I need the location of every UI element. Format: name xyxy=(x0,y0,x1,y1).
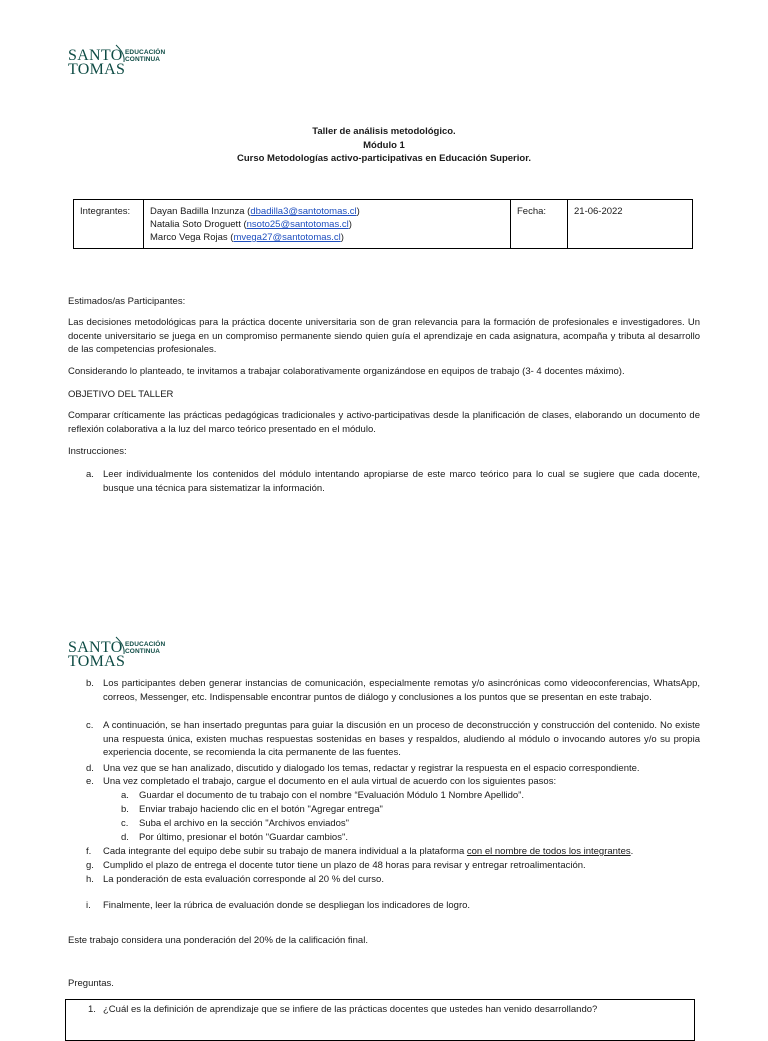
title-line-2: Módulo 1 xyxy=(363,139,405,151)
instruction-item-a xyxy=(86,468,700,495)
date-label: Fecha: xyxy=(511,200,568,249)
upload-step-d xyxy=(121,831,699,845)
date-value: 21-06-2022 xyxy=(568,200,693,249)
list-marker: f. xyxy=(86,846,92,857)
list-marker: c. xyxy=(86,720,94,731)
step-text: Por último, presionar el botón "Guardar cambios". xyxy=(139,832,348,843)
logo-tag-educacion: EDUCACIÓN xyxy=(125,641,166,648)
logo-tag-educacion: EDUCACIÓN xyxy=(125,49,166,56)
instruction-text: La ponderación de esta evaluación corresponde al 20 % del curso. xyxy=(103,874,384,885)
logo-tag-continua: CONTINUA xyxy=(125,648,161,655)
instruction-item-e xyxy=(86,775,700,789)
step-text: Enviar trabajo haciendo clic en el botón "Agregar entrega" xyxy=(139,804,383,815)
list-marker: a. xyxy=(121,790,129,801)
title-line-1: Taller de análisis metodológico. xyxy=(312,126,456,137)
instruction-text: Leer individualmente los contenidos del módulo intentando apropiarse de este marco teórico para lo cual se sugiere que cada docente, busque una técnica para sistematizar la información. xyxy=(103,469,700,494)
list-marker: d. xyxy=(86,763,94,774)
instruction-item-c xyxy=(86,719,700,760)
document-title xyxy=(0,125,768,166)
member-row: Natalia Soto Droguett (nsoto25@santotomas.cl) xyxy=(150,219,352,230)
step-text: Suba el archivo en la sección "Archivos enviados" xyxy=(139,818,350,829)
list-marker: c. xyxy=(121,818,129,829)
upload-step-c xyxy=(121,817,699,831)
title-line-3: Curso Metodologías activo-participativas en Educación Superior. xyxy=(236,153,532,164)
logo-text-santo: SANTO xyxy=(68,639,123,656)
instruction-text: Los participantes deben generar instancias de comunicación, especialmente remotas y/o asincrónicas como videoconferencias, WhatsApp, correos, Messenger, etc. Indispensable encontrar puntos de diálogo y conclusiones a los puntos que se presentan en este trabajo. xyxy=(103,678,700,703)
question-text: ¿Cuál es la definición de aprendizaje que se infiere de las prácticas docentes que ustedes han venido desarrollando? xyxy=(103,1004,598,1015)
upload-step-a xyxy=(121,789,699,803)
instruction-text: A continuación, se han insertado preguntas para guiar la discusión en un proceso de deconstrucción y construcción del contenido. No existe una respuesta única, existen muchas respuestas sostenidas en bases y respaldos, aludiendo al módulo o invocando autores y/o su propia experiencia docente, se recomienda la cita permanente de las fuentes. xyxy=(103,720,700,758)
instruction-text: Cumplido el plazo de entrega el docente tutor tiene un plazo de 48 horas para revisar y entregar retroalimentación. xyxy=(103,860,586,871)
instructions-heading: Instrucciones: xyxy=(68,446,127,457)
members-cell xyxy=(144,200,511,249)
institution-logo-page2 xyxy=(68,640,178,676)
instruction-item-i xyxy=(86,899,700,913)
list-marker: g. xyxy=(86,860,94,871)
instruction-text: Finalmente, leer la rúbrica de evaluación donde se despliegan los indicadores de logro. xyxy=(103,900,471,911)
member-row: Marco Vega Rojas (mvega27@santotomas.cl) xyxy=(150,232,344,243)
instruction-item-f: f. Cada integrante del equipo debe subir su trabajo de manera individual a la plataforma con el nombre de todos los integrantes. xyxy=(86,846,634,857)
instruction-item-h xyxy=(86,873,700,887)
list-marker: d. xyxy=(121,832,129,843)
member-email-link[interactable]: nsoto25@santotomas.cl xyxy=(246,219,349,230)
weighting-note: Este trabajo considera una ponderación del 20% de la calificación final. xyxy=(68,935,368,946)
list-marker: i. xyxy=(86,900,91,911)
logo-text-tomas: TOMAS xyxy=(68,61,126,78)
instruction-text: Una vez completado el trabajo, cargue el documento en el aula virtual de acuerdo con los siguientes pasos: xyxy=(103,776,557,787)
upload-step-b xyxy=(121,803,699,817)
step-text: Guardar el documento de tu trabajo con el nombre “Evaluación Módulo 1 Nombre Apellido”. xyxy=(139,790,524,801)
instruction-item-b xyxy=(86,677,700,704)
objective-paragraph: Comparar críticamente las prácticas pedagógicas tradicionales y activo-participativas desde la planificación de clases, elaborando un documento de reflexión colaborativa a la luz del marco teórico presentado en el módulo. xyxy=(68,410,700,435)
instruction-item-d xyxy=(86,762,700,776)
instruction-item-g xyxy=(86,859,700,873)
logo-text-tomas: TOMAS xyxy=(68,653,126,670)
members-table xyxy=(73,199,693,249)
question-box xyxy=(65,999,695,1041)
logo-tag-continua: CONTINUA xyxy=(125,56,161,63)
list-marker: b. xyxy=(121,804,129,815)
logo-text-santo: SANTO xyxy=(68,47,123,64)
questions-heading: Preguntas. xyxy=(68,978,114,989)
list-marker: e. xyxy=(86,776,94,787)
greeting: Estimados/as Participantes: xyxy=(68,296,186,307)
objective-heading: OBJETIVO DEL TALLER xyxy=(68,389,174,400)
list-marker: a. xyxy=(86,469,94,480)
list-marker: h. xyxy=(86,874,94,885)
member-email-link[interactable]: mvega27@santotomas.cl xyxy=(233,232,341,243)
instruction-text: Cada integrante del equipo debe subir su trabajo de manera individual a la plataforma xyxy=(103,846,467,857)
emphasis-underlined: con el nombre de todos los integrantes xyxy=(466,846,631,857)
member-row: Dayan Badilla Inzunza (dbadilla3@santotomas.cl) xyxy=(150,206,360,217)
member-email-link[interactable]: dbadilla3@santotomas.cl xyxy=(250,206,357,217)
list-marker: b. xyxy=(86,678,94,689)
institution-logo xyxy=(68,48,178,84)
instruction-text: Una vez que se han analizado, discutido y dialogado los temas, redactar y registrar la respuesta en el espacio correspondiente. xyxy=(103,763,640,774)
intro-paragraph: Las decisiones metodológicas para la práctica docente universitaria son de gran relevancia para la formación de profesionales e investigadores. Un docente universitario se juega en un compromiso permanente siendo quien guía el aprendizaje en cada asignatura, acompaña y tributa al desarrollo de las competencias profesionales. xyxy=(68,317,700,355)
question-number: 1. xyxy=(88,1004,96,1015)
members-label: Integrantes: xyxy=(74,200,144,249)
invitation-paragraph: Considerando lo planteado, te invitamos a trabajar colaborativamente organizándose en equipos de trabajo (3- 4 docentes máximo). xyxy=(68,366,625,377)
